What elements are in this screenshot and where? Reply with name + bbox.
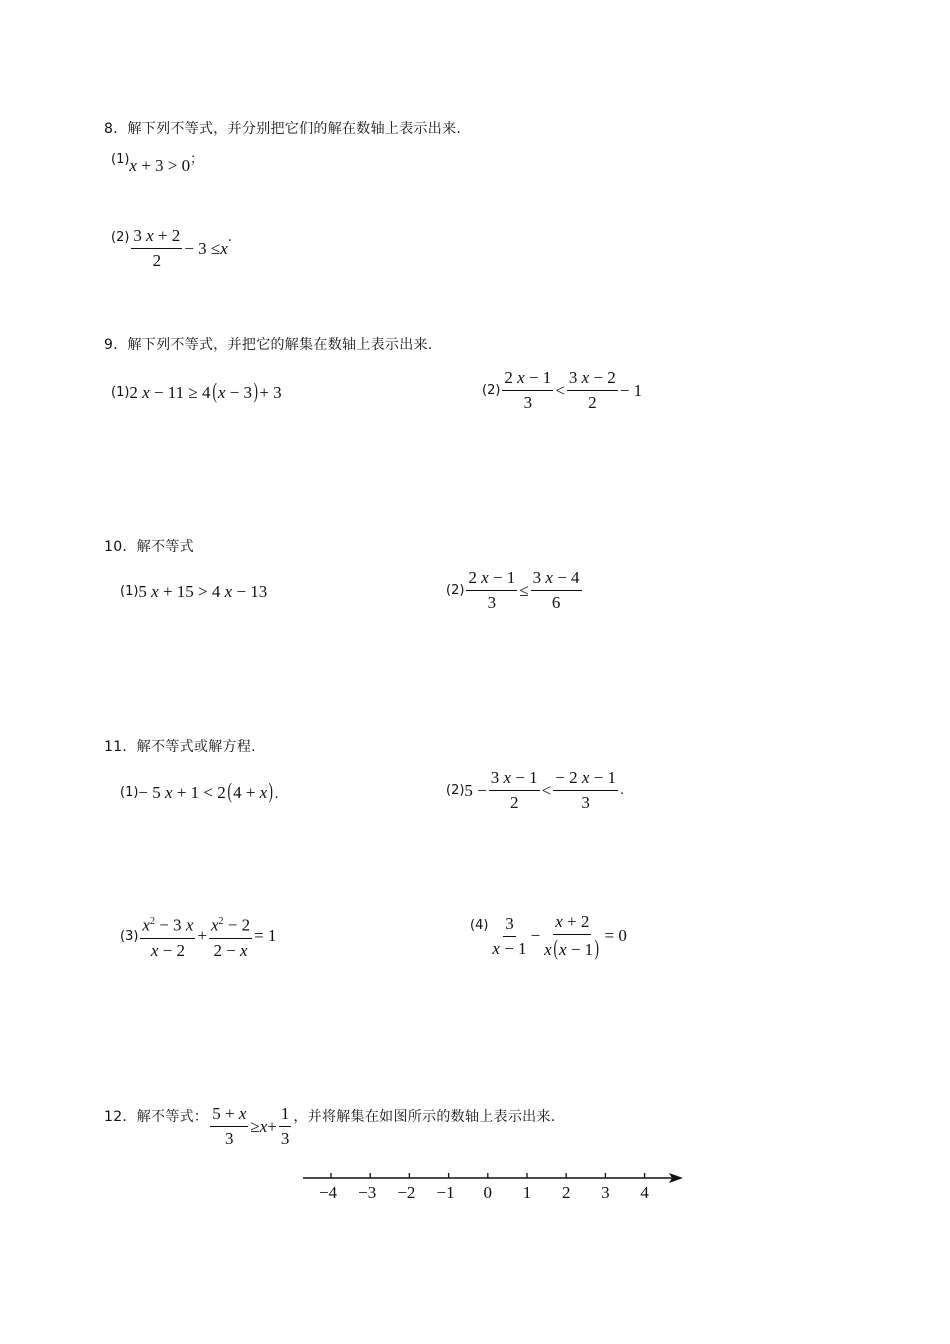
q10-part1-expr: 5 x + 15 > 4 x − 13 bbox=[138, 582, 268, 601]
q9-part2 bbox=[482, 368, 642, 413]
q11-part2-tail: . bbox=[619, 783, 625, 798]
q11-part3 bbox=[120, 912, 276, 961]
q11-part2 bbox=[446, 768, 624, 813]
q11-part3-label: (3) bbox=[120, 928, 139, 944]
number-line-tick-label: −4 bbox=[318, 1183, 338, 1202]
q9-part1-expr: 2 x − 11 ≥ 4(x − 3)+ 3 bbox=[129, 378, 282, 403]
q11-part3-expr: $\frac{x^2 - 3 x}{x - 2}$ + $\frac{x^2 - 2}{2 - x}$ = 1 bbox=[138, 912, 276, 961]
q11-part2-expr: 5 − $\frac{3 x - 1}{2}$ < $\frac{- 2 x - 1}{3}$ bbox=[464, 768, 616, 812]
number-line-tick-label: 2 bbox=[561, 1183, 571, 1202]
number-line-tick-label: −2 bbox=[397, 1183, 416, 1202]
q10-title: 10．解不等式 bbox=[104, 539, 194, 555]
q8-part2-tail: . bbox=[227, 230, 232, 245]
q10-part2-label: (2) bbox=[446, 583, 465, 598]
number-line-tick-label: 3 bbox=[601, 1183, 610, 1202]
number-line-tick-label: −3 bbox=[358, 1183, 377, 1202]
q8-part2-expr: $\frac{3 x + 2}{2}$ − 3 ≤ x bbox=[133, 226, 228, 270]
q8-part2-label: (2) bbox=[111, 230, 130, 245]
q9-part1 bbox=[111, 380, 282, 403]
q9-title: 9．解下列不等式，并把它的解集在数轴上表示出来. bbox=[104, 337, 433, 353]
number-line-tick-label: −1 bbox=[436, 1183, 455, 1202]
q8-part2 bbox=[111, 226, 232, 271]
q12-expr: $\frac{5 + x}{3}$ ≥ x + $\frac{1}{3}$ bbox=[212, 1104, 290, 1148]
q12-title: 12．解不等式： bbox=[104, 1109, 209, 1125]
q10-part1-label: (1) bbox=[120, 584, 139, 599]
number-line-tick-label: 1 bbox=[522, 1183, 532, 1202]
q9-part2-label: (2) bbox=[482, 383, 501, 398]
q11-part4-label: (4) bbox=[470, 918, 489, 933]
q9-part1-label: (1) bbox=[111, 385, 130, 400]
q10-part1 bbox=[120, 582, 267, 602]
q9-part2-expr: $\frac{2 x - 1}{3}$ < $\frac{3 x - 2}{2}$ − 1 bbox=[504, 368, 643, 412]
q11-title: 11．解不等式或解方程. bbox=[104, 739, 256, 755]
q8-part1-label: (1) bbox=[111, 152, 130, 167]
q11-part1 bbox=[120, 780, 279, 803]
q11-part1-expr: − 5 x + 1 < 2(4 + x) bbox=[138, 778, 274, 803]
q11-part2-label: (2) bbox=[446, 783, 465, 798]
q8-part1 bbox=[111, 152, 204, 176]
q11-part4 bbox=[470, 912, 627, 960]
number-line-tick-label: 4 bbox=[640, 1183, 649, 1202]
q8-part1-expr: x + 3 > 0 bbox=[129, 156, 191, 175]
q8-part1-tail: ； bbox=[190, 152, 204, 167]
number-line-tick-label: 0 bbox=[483, 1183, 493, 1202]
q12-line bbox=[104, 1104, 556, 1149]
q8-title: 8．解下列不等式，并分别把它们的解在数轴上表示出来. bbox=[104, 121, 462, 137]
q10-part2 bbox=[446, 568, 584, 613]
q12-tail: ，并将解集在如图所示的数轴上表示出来. bbox=[293, 1109, 556, 1125]
q11-part1-label: (1) bbox=[120, 785, 139, 800]
q10-part2-expr: $\frac{2 x - 1}{3}$ ≤ $\frac{3 x - 4}{6}$ bbox=[468, 568, 580, 612]
q11-part1-tail: . bbox=[274, 787, 279, 802]
q11-part4-expr: $\frac{3}{x - 1}$ − $\frac{x + 2}{x(x - 1)}$ = 0 bbox=[492, 912, 627, 960]
